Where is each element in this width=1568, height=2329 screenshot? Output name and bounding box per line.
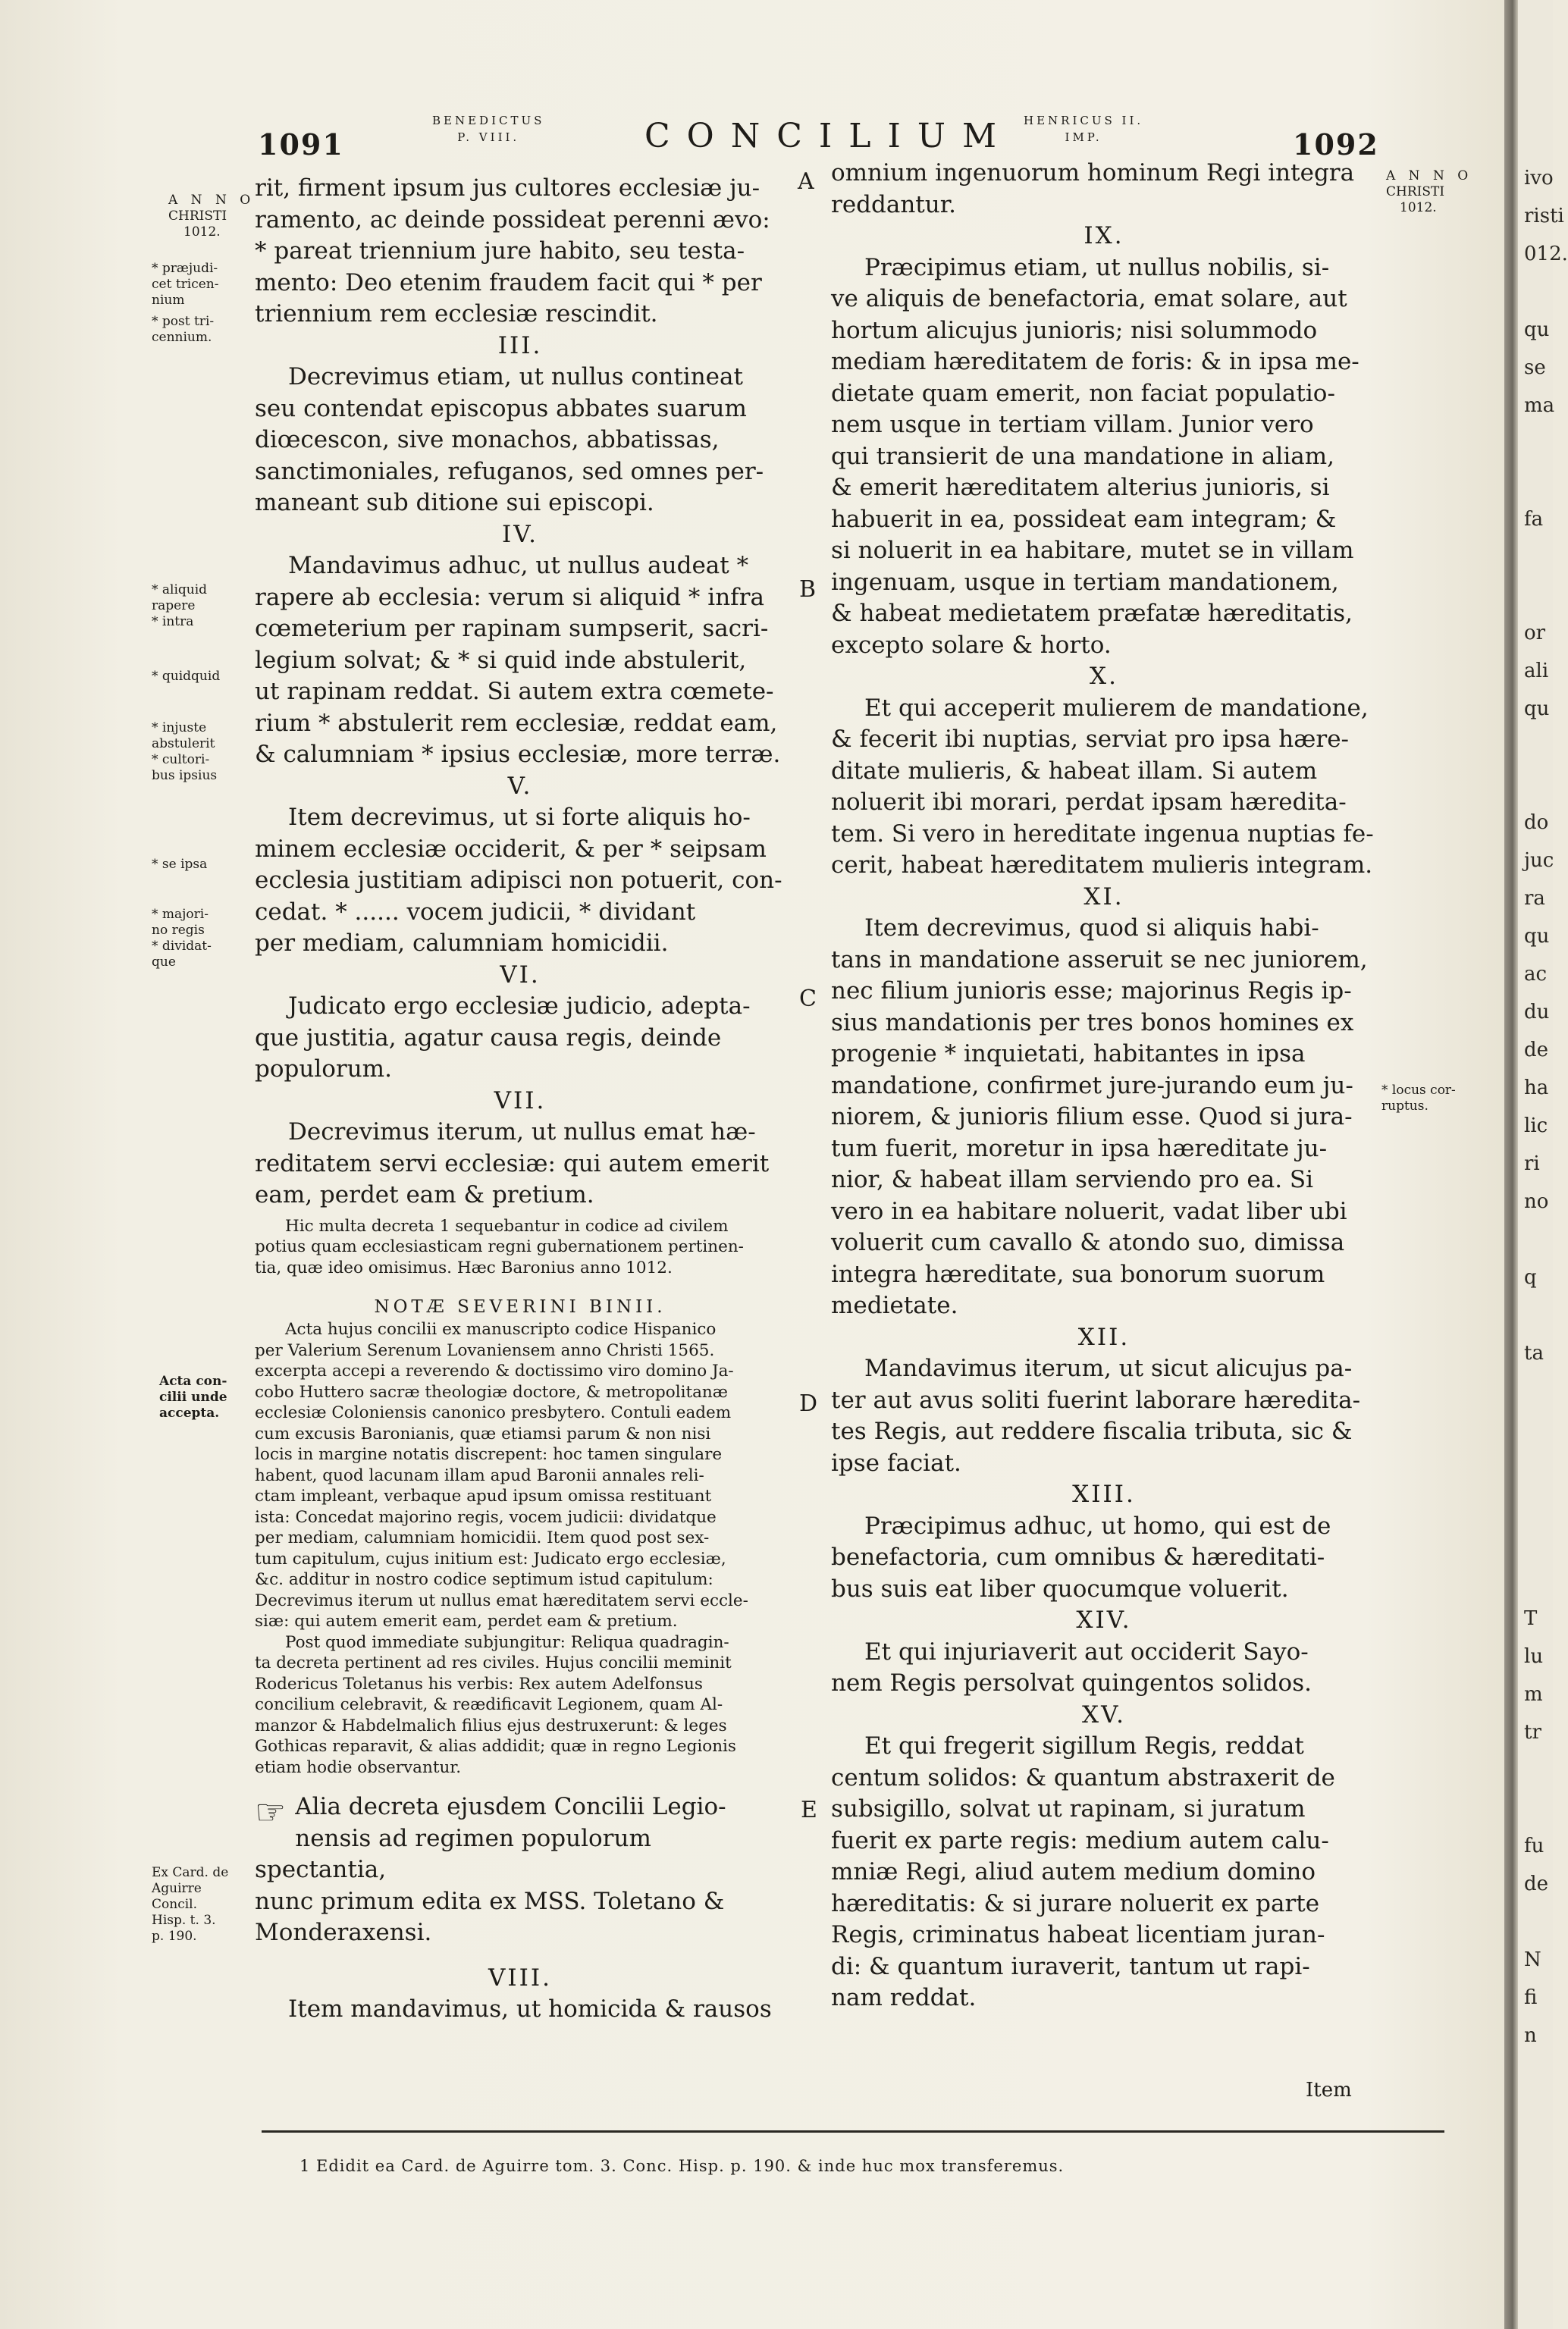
text-line: ecclesia justitiam adipisci non potuerit, con- <box>255 867 782 894</box>
text-line: reddantur. <box>831 190 956 218</box>
margin-note-injuste <box>152 720 217 784</box>
text-line: per mediam, calumniam homicidii. Item quod post sex- <box>255 1528 710 1547</box>
margin-line: CHRISTI <box>168 208 227 224</box>
margin-line: cilii unde <box>159 1390 227 1405</box>
page-number-left: 1091 <box>258 127 344 161</box>
text-line: ter aut avus soliti fuerint laborare hæredita- <box>831 1386 1361 1414</box>
text-line: & fecerit ibi nuptias, serviat pro ipsa hære- <box>831 726 1350 753</box>
text-line: cum excusis Baronianis, quæ etiamsi parum & non nisi <box>255 1424 711 1443</box>
baronius-note <box>255 1216 786 1279</box>
text-line: bus suis eat liber quocumque voluerit. <box>831 1575 1289 1603</box>
next-page-fragment: N <box>1524 1948 1541 1971</box>
text-line: Mandavimus adhuc, ut nullus audeat * <box>288 552 749 579</box>
next-page-fragment: q <box>1524 1266 1537 1289</box>
text-line: subsigillo, solvat ut rapinam, si juratum <box>831 1795 1306 1823</box>
text-line: sanctimoniales, refuganos, sed omnes per- <box>255 457 764 485</box>
next-page-fragment: m <box>1524 1683 1543 1706</box>
text-line: Et qui fregerit sigillum Regis, reddat <box>864 1732 1304 1760</box>
text-line: que justitia, agatur causa regis, deinde <box>255 1023 722 1052</box>
text-line: locis in margine notatis discrepent: hoc tamen singulare <box>255 1445 723 1464</box>
text-line: tum fuerit, moretur in ipsa hæreditate ju- <box>831 1134 1328 1162</box>
book-gutter <box>1504 0 1518 2329</box>
margin-anno-right <box>1386 168 1472 216</box>
notae-heading: NOTÆ SEVERINI BINII. <box>374 1297 666 1317</box>
text-line: excepto solare & horto. <box>831 631 1112 659</box>
margin-note-quidquid <box>152 669 220 685</box>
text-line: Decrevimus etiam, ut nullus contineat <box>288 363 743 390</box>
chapter-iii-text <box>255 362 786 519</box>
text-line: Item mandavimus, ut homicida & rausos <box>288 1995 772 2023</box>
margin-line: * se ipsa <box>152 857 208 872</box>
margin-line: cet tricen- <box>152 277 219 292</box>
text-line: medietate. <box>831 1292 958 1319</box>
margin-line: * injuste <box>152 720 207 735</box>
text-line: nunc primum edita ex MSS. Toletano & <box>255 1887 725 1915</box>
text-line: nior, & habeat illam serviendo pro ea. Si <box>831 1166 1314 1193</box>
chapter-xiv-text <box>831 1637 1377 1700</box>
next-page-fragment: ma <box>1524 394 1555 417</box>
text-line: ipse faciat. <box>831 1449 961 1477</box>
next-page-fragment: n <box>1524 2024 1537 2047</box>
text-line: Item decrevimus, ut si forte aliquis ho- <box>288 804 751 831</box>
text-line: Monderaxensi. <box>255 1919 432 1946</box>
margin-line: abstulerit <box>152 736 215 751</box>
text-line: ista: Concedat majorino regis, vocem judicii: dividatque <box>255 1507 717 1527</box>
margin-line: bus ipsius <box>152 768 218 783</box>
text-line: cerit, habeat hæreditatem mulieris integram. <box>831 851 1373 879</box>
text-line: nam reddat. <box>831 1984 977 2011</box>
text-line: dietate quam emerit, non faciat populatio- <box>831 379 1335 407</box>
next-page-fragment: se <box>1524 356 1546 379</box>
right-column <box>831 158 1377 2014</box>
text-line: triennium rem ecclesiæ rescindit. <box>255 300 658 328</box>
next-page-fragment: qu <box>1524 925 1550 948</box>
text-line: Et qui acceperit mulierem de mandatione, <box>864 694 1369 722</box>
text-line: rapere ab ecclesia: verum si aliquid * infra <box>255 583 764 611</box>
text-line: Acta hujus concilii ex manuscripto codice Hispanico <box>285 1320 717 1339</box>
chapter-xiii-text <box>831 1511 1377 1606</box>
chapter-viii-text <box>255 1994 786 2026</box>
margin-line: Concil. <box>152 1897 197 1912</box>
running-title: CONCILIUM <box>644 117 1014 155</box>
margin-line: nium <box>152 293 185 308</box>
text-line: tum capitulum, cujus initium est: Judicato ergo ecclesiæ, <box>255 1549 726 1569</box>
next-page-fragment: ta <box>1524 1342 1544 1365</box>
margin-line: A N N O <box>1386 168 1473 183</box>
text-line: manzor & Habdelmalich filius ejus destruxerunt: & leges <box>255 1716 727 1735</box>
next-page-fragment: ali <box>1524 660 1549 682</box>
margin-line: rapere <box>152 598 196 613</box>
margin-note-aguirre <box>152 1865 228 1945</box>
margin-note-post-triennium <box>152 314 214 346</box>
chapter-heading-xi: XI. <box>1083 882 1124 911</box>
margin-line: Acta con- <box>159 1374 227 1389</box>
next-page-fragment: or <box>1524 622 1546 644</box>
text-line: tes Regis, aut reddere fiscalia tributa, sic & <box>831 1418 1353 1445</box>
text-line: niorem, & junioris filium esse. Quod si jura- <box>831 1103 1353 1130</box>
footnote-rule <box>262 2130 1444 2133</box>
margin-line: * præjudi- <box>152 261 218 276</box>
margin-line: * post tri- <box>152 314 215 329</box>
next-page-fragment: fa <box>1524 508 1544 531</box>
margin-line: CHRISTI <box>1386 184 1445 199</box>
chapter-xi-text <box>831 913 1377 1322</box>
text-line: benefactoria, cum omnibus & hæreditati- <box>831 1544 1325 1571</box>
text-line: siæ: qui autem emerit eam, perdet eam & pretium. <box>255 1612 678 1631</box>
margin-note-aliquid <box>152 582 207 630</box>
text-line: voluerit cum cavallo & atondo suo, dimissa <box>831 1229 1345 1256</box>
text-line: concilium celebravit, & reædificavit Legionem, quam Al- <box>255 1695 723 1714</box>
text-line: ingenuam, usque in tertiam mandationem, <box>831 568 1339 596</box>
text-line: rit, firment ipsum jus cultores ecclesiæ ju- <box>255 174 760 202</box>
text-line: integra hæreditate, sua bonorum suorum <box>831 1260 1325 1288</box>
alia-decreta-block <box>255 1791 786 1949</box>
header-left-tag <box>432 112 544 146</box>
text-line: mediam hæreditatem de foris: & in ipsa me- <box>831 348 1359 375</box>
text-line: ta decreta pertinent ad res civiles. Hujus concilii meminit <box>255 1653 732 1672</box>
chapter-heading-ix: IX. <box>1083 222 1124 249</box>
next-page-fragment: no <box>1524 1190 1549 1213</box>
text-line: ecclesiæ Coloniensis canonico presbytero. Contuli eadem <box>255 1403 732 1422</box>
margin-line: que <box>152 954 176 970</box>
text-line: Decrevimus iterum, ut nullus emat hæ- <box>288 1118 756 1146</box>
chapter-heading-vii: VII. <box>494 1086 547 1114</box>
margin-line: Hisp. t. 3. <box>152 1913 216 1928</box>
text-line: Hic multa decreta 1 sequebantur in codice ad civilem <box>285 1216 729 1236</box>
paragraph-intro-right <box>831 158 1377 221</box>
chapter-vi-text <box>255 991 786 1086</box>
text-line: si noluerit in ea habitare, mutet se in villam <box>831 537 1354 564</box>
text-line: sius mandationis per tres bonos homines ex <box>831 1008 1354 1036</box>
section-letter-b: B <box>799 576 817 603</box>
text-line: nensis ad regimen populorum spectantia, <box>255 1824 651 1883</box>
chapter-xv-text <box>831 1731 1377 2014</box>
text-line: maneant sub ditione sui episcopi. <box>255 489 654 516</box>
chapter-ix-text <box>831 252 1377 662</box>
margin-line: * aliquid <box>152 582 208 597</box>
text-line: Rodericus Toletanus his verbis: Rex autem Adelfonsus <box>255 1674 703 1694</box>
left-column <box>255 173 786 2026</box>
next-page-fragment: de <box>1524 1039 1549 1061</box>
margin-line: * locus cor- <box>1381 1083 1456 1098</box>
chapter-heading-xiv: XIV. <box>1076 1606 1132 1634</box>
text-line: excerpta accepi a reverendo & doctissimo viro domino Ja- <box>255 1362 734 1381</box>
section-letter-c: C <box>799 986 817 1012</box>
text-line: noluerit ibi morari, perdat ipsam hæredita- <box>831 788 1347 816</box>
text-line: Alia decreta ejusdem Concilii Legio- <box>295 1793 726 1820</box>
text-line: Post quod immediate subjungitur: Reliqua quadragin- <box>285 1632 729 1652</box>
text-line: nem Regis persolvat quingentos solidos. <box>831 1669 1312 1697</box>
chapter-heading-viii: VIII. <box>488 1964 552 1992</box>
text-line: Et qui injuriaverit aut occiderit Sayo- <box>864 1638 1309 1666</box>
section-letter-e: E <box>801 1797 817 1823</box>
next-page-fragment: fu <box>1524 1835 1544 1857</box>
margin-line: 1012. <box>1400 200 1437 215</box>
text-line: omnium ingenuorum hominum Regi integra <box>831 159 1355 187</box>
margin-line: * quidquid <box>152 669 221 684</box>
paragraph-intro-left <box>255 173 786 331</box>
text-line: diœcescon, sive monachos, abbatissas, <box>255 426 720 453</box>
text-line: seu contendat episcopus abbates suarum <box>255 394 747 422</box>
margin-line: ruptus. <box>1381 1099 1428 1114</box>
text-line: tem. Si vero in hereditate ingenua nuptias fe- <box>831 820 1374 848</box>
next-page-fragment: qu <box>1524 697 1550 720</box>
chapter-xii-text <box>831 1353 1377 1479</box>
next-page-fragment: ac <box>1524 963 1548 986</box>
chapter-heading-xiii: XIII. <box>1072 1481 1136 1508</box>
next-page-fragment: tr <box>1524 1721 1541 1744</box>
text-line: * pareat triennium jure habito, seu testa- <box>255 237 745 265</box>
margin-line: accepta. <box>159 1406 220 1421</box>
text-line: eam, perdet eam & pretium. <box>255 1181 594 1208</box>
text-line: &c. additur in nostro codice septimum istud capitulum: <box>255 1570 713 1589</box>
text-line: per mediam, calumniam homicidii. <box>255 929 669 957</box>
text-line: tans in mandatione asseruit se nec juniorem, <box>831 945 1368 973</box>
notae-paragraph-2 <box>255 1632 786 1779</box>
margin-note-praejudicet <box>152 261 219 309</box>
text-line: & habeat medietatem præfatæ hæreditatis, <box>831 600 1353 627</box>
text-line: tia, quæ ideo omisimus. Hæc Baronius anno 1012. <box>255 1258 673 1277</box>
next-page-fragment: ra <box>1524 887 1545 910</box>
text-line: cœmeterium per rapinam sumpserit, sacri- <box>255 615 769 642</box>
text-line: ramento, ac deinde possideat perenni ævo: <box>255 205 770 234</box>
header-left-line1: BENEDICTUS <box>432 114 545 127</box>
pointing-hand-icon: ☞ <box>255 1791 287 1832</box>
header-right-tag <box>1024 112 1143 146</box>
margin-note-majorino <box>152 907 212 970</box>
text-line: cedat. * ...... vocem judicii, * dividant <box>255 898 696 926</box>
next-page-fragment: fi <box>1524 1986 1538 2009</box>
text-line: fuerit ex parte regis: medium autem calu- <box>831 1826 1329 1854</box>
text-line: Gothicas reparavit, & alias addidit; quæ in regno Legionis <box>255 1737 736 1756</box>
margin-anno-left <box>168 193 255 240</box>
alia-decreta-text <box>255 1791 786 1949</box>
chapter-heading-x: X. <box>1090 663 1118 690</box>
next-page-fragment: qu <box>1524 318 1550 341</box>
chapter-heading-vi: VI. <box>500 961 541 989</box>
text-line: qui transierit de una mandatione in aliam, <box>831 442 1334 470</box>
next-page-fragment: ha <box>1524 1077 1549 1099</box>
chapter-heading-iv: IV. <box>501 520 539 548</box>
header-left-line2: P. VIII. <box>457 130 520 144</box>
text-line: potius quam ecclesiasticam regni gubernationem pertinen- <box>255 1237 744 1256</box>
page-number-right: 1092 <box>1293 127 1379 161</box>
text-line: Præcipimus adhuc, ut homo, qui est de <box>864 1512 1331 1540</box>
text-line: ditate mulieris, & habeat illam. Si autem <box>831 757 1318 785</box>
text-line: Judicato ergo ecclesiæ judicio, adepta- <box>288 992 751 1020</box>
text-line: & emerit hæreditatem alterius junioris, si <box>831 474 1330 501</box>
text-line: rium * abstulerit rem ecclesiæ, reddat eam, <box>255 709 778 737</box>
chapter-heading-xii: XII. <box>1077 1323 1131 1351</box>
text-line: hæreditatis: & si jurare noluerit ex parte <box>831 1889 1320 1917</box>
text-line: Item decrevimus, quod si aliquis habi- <box>864 914 1319 942</box>
text-line: ve aliquis de benefactoria, emat solare, aut <box>831 285 1347 312</box>
text-line: centum solidos: & quantum abstraxerit de <box>831 1763 1335 1791</box>
text-line: mniæ Regi, aliud autem medium domino <box>831 1858 1316 1885</box>
next-page-fragment: juc <box>1524 849 1554 872</box>
text-line: populorum. <box>255 1055 392 1083</box>
text-line: Regis, criminatus habeat licentiam juran- <box>831 1921 1325 1948</box>
text-line: vero in ea habitare noluerit, vadat liber ubi <box>831 1197 1347 1225</box>
margin-note-acta <box>159 1374 227 1422</box>
text-line: etiam hodie observantur. <box>255 1757 462 1777</box>
next-page-fragment: du <box>1524 1001 1550 1023</box>
margin-line: A N N O <box>168 193 256 208</box>
margin-line: * cultori- <box>152 752 210 767</box>
next-page-fragment: ivo <box>1524 167 1554 190</box>
chapter-heading-xv: XV. <box>1082 1701 1126 1729</box>
text-line: habuerit in ea, possideat eam integram; & <box>831 505 1337 533</box>
text-line: minem ecclesiæ occiderit, & per * seipsam <box>255 835 767 863</box>
section-letter-d: D <box>799 1390 818 1417</box>
margin-note-se-ipsa <box>152 857 207 873</box>
chapter-iv-text <box>255 550 786 771</box>
chapter-vii-text <box>255 1117 786 1212</box>
margin-line: 1012. <box>183 224 221 240</box>
text-line: cobo Huttero sacræ theologiæ doctore, & metropolitanæ <box>255 1382 728 1402</box>
chapter-v-text <box>255 802 786 960</box>
header-right-line1: HENRICUS II. <box>1024 114 1144 127</box>
section-letter-a: A <box>798 168 814 195</box>
text-line: ctam impleant, verbaque apud ipsum omissa restituant <box>255 1487 712 1506</box>
text-line: Mandavimus iterum, ut sicut alicujus pa- <box>864 1355 1353 1382</box>
chapter-heading-v: V. <box>507 772 533 800</box>
chapter-heading-iii: III. <box>497 331 543 359</box>
text-line: nec filium junioris esse; majorinus Regis ip- <box>831 977 1352 1005</box>
next-page-fragment: lic <box>1524 1114 1548 1137</box>
next-page-fragment: do <box>1524 811 1549 834</box>
text-line: di: & quantum iuraverit, tantum ut rapi- <box>831 1952 1310 1980</box>
text-line: & calumniam * ipsius ecclesiæ, more terræ. <box>255 741 781 768</box>
text-line: Præcipimus etiam, ut nullus nobilis, si- <box>864 253 1330 281</box>
text-line: ut rapinam reddat. Si autem extra cœmete- <box>255 678 774 705</box>
next-page-fragment: ri <box>1524 1152 1540 1175</box>
next-page-fragment: risti <box>1524 205 1564 227</box>
text-line: mento: Deo etenim fraudem facit qui * per <box>255 268 762 296</box>
next-page-fragment: T <box>1524 1607 1538 1630</box>
margin-line: Ex Card. de <box>152 1865 229 1880</box>
footnote: 1 Edidit ea Card. de Aguirre tom. 3. Conc. Hisp. p. 190. & inde huc mox transferemus. <box>299 2157 1065 2175</box>
notae-paragraph-1 <box>255 1319 786 1632</box>
next-page-fragment: 012. <box>1524 243 1568 265</box>
text-line: nem usque in tertiam villam. Junior vero <box>831 411 1314 438</box>
text-line: habent, quod lacunam illam apud Baronii annales reli- <box>255 1465 704 1485</box>
margin-line: * majori- <box>152 907 209 922</box>
text-line: hortum alicujus junioris; nisi solummodo <box>831 316 1318 344</box>
margin-line: p. 190. <box>152 1929 197 1944</box>
header-right-line2: IMP. <box>1065 130 1102 144</box>
text-line: per Valerium Serenum Lovaniensem anno Christi 1565. <box>255 1340 715 1360</box>
catchword: Item <box>1306 2079 1352 2102</box>
next-page-fragment: lu <box>1524 1645 1544 1668</box>
margin-line: no regis <box>152 923 205 938</box>
margin-line: * intra <box>152 614 194 629</box>
text-line: progenie * inquietati, habitantes in ipsa <box>831 1040 1306 1067</box>
text-line: legium solvat; & * si quid inde abstulerit, <box>255 646 747 674</box>
text-line: mandatione, confirmet jure-jurando eum ju- <box>831 1071 1353 1099</box>
margin-note-locus-corruptus <box>1381 1083 1456 1114</box>
text-line: reditatem servi ecclesiæ: qui autem emerit <box>255 1149 770 1177</box>
margin-line: cennium. <box>152 330 212 345</box>
margin-line: * dividat- <box>152 939 212 954</box>
next-page-edge <box>1518 0 1568 2329</box>
text-line: Decrevimus iterum ut nullus emat hæreditatem servi eccle- <box>255 1591 748 1610</box>
next-page-fragment: de <box>1524 1873 1549 1895</box>
chapter-x-text <box>831 693 1377 882</box>
margin-line: Aguirre <box>152 1881 202 1896</box>
